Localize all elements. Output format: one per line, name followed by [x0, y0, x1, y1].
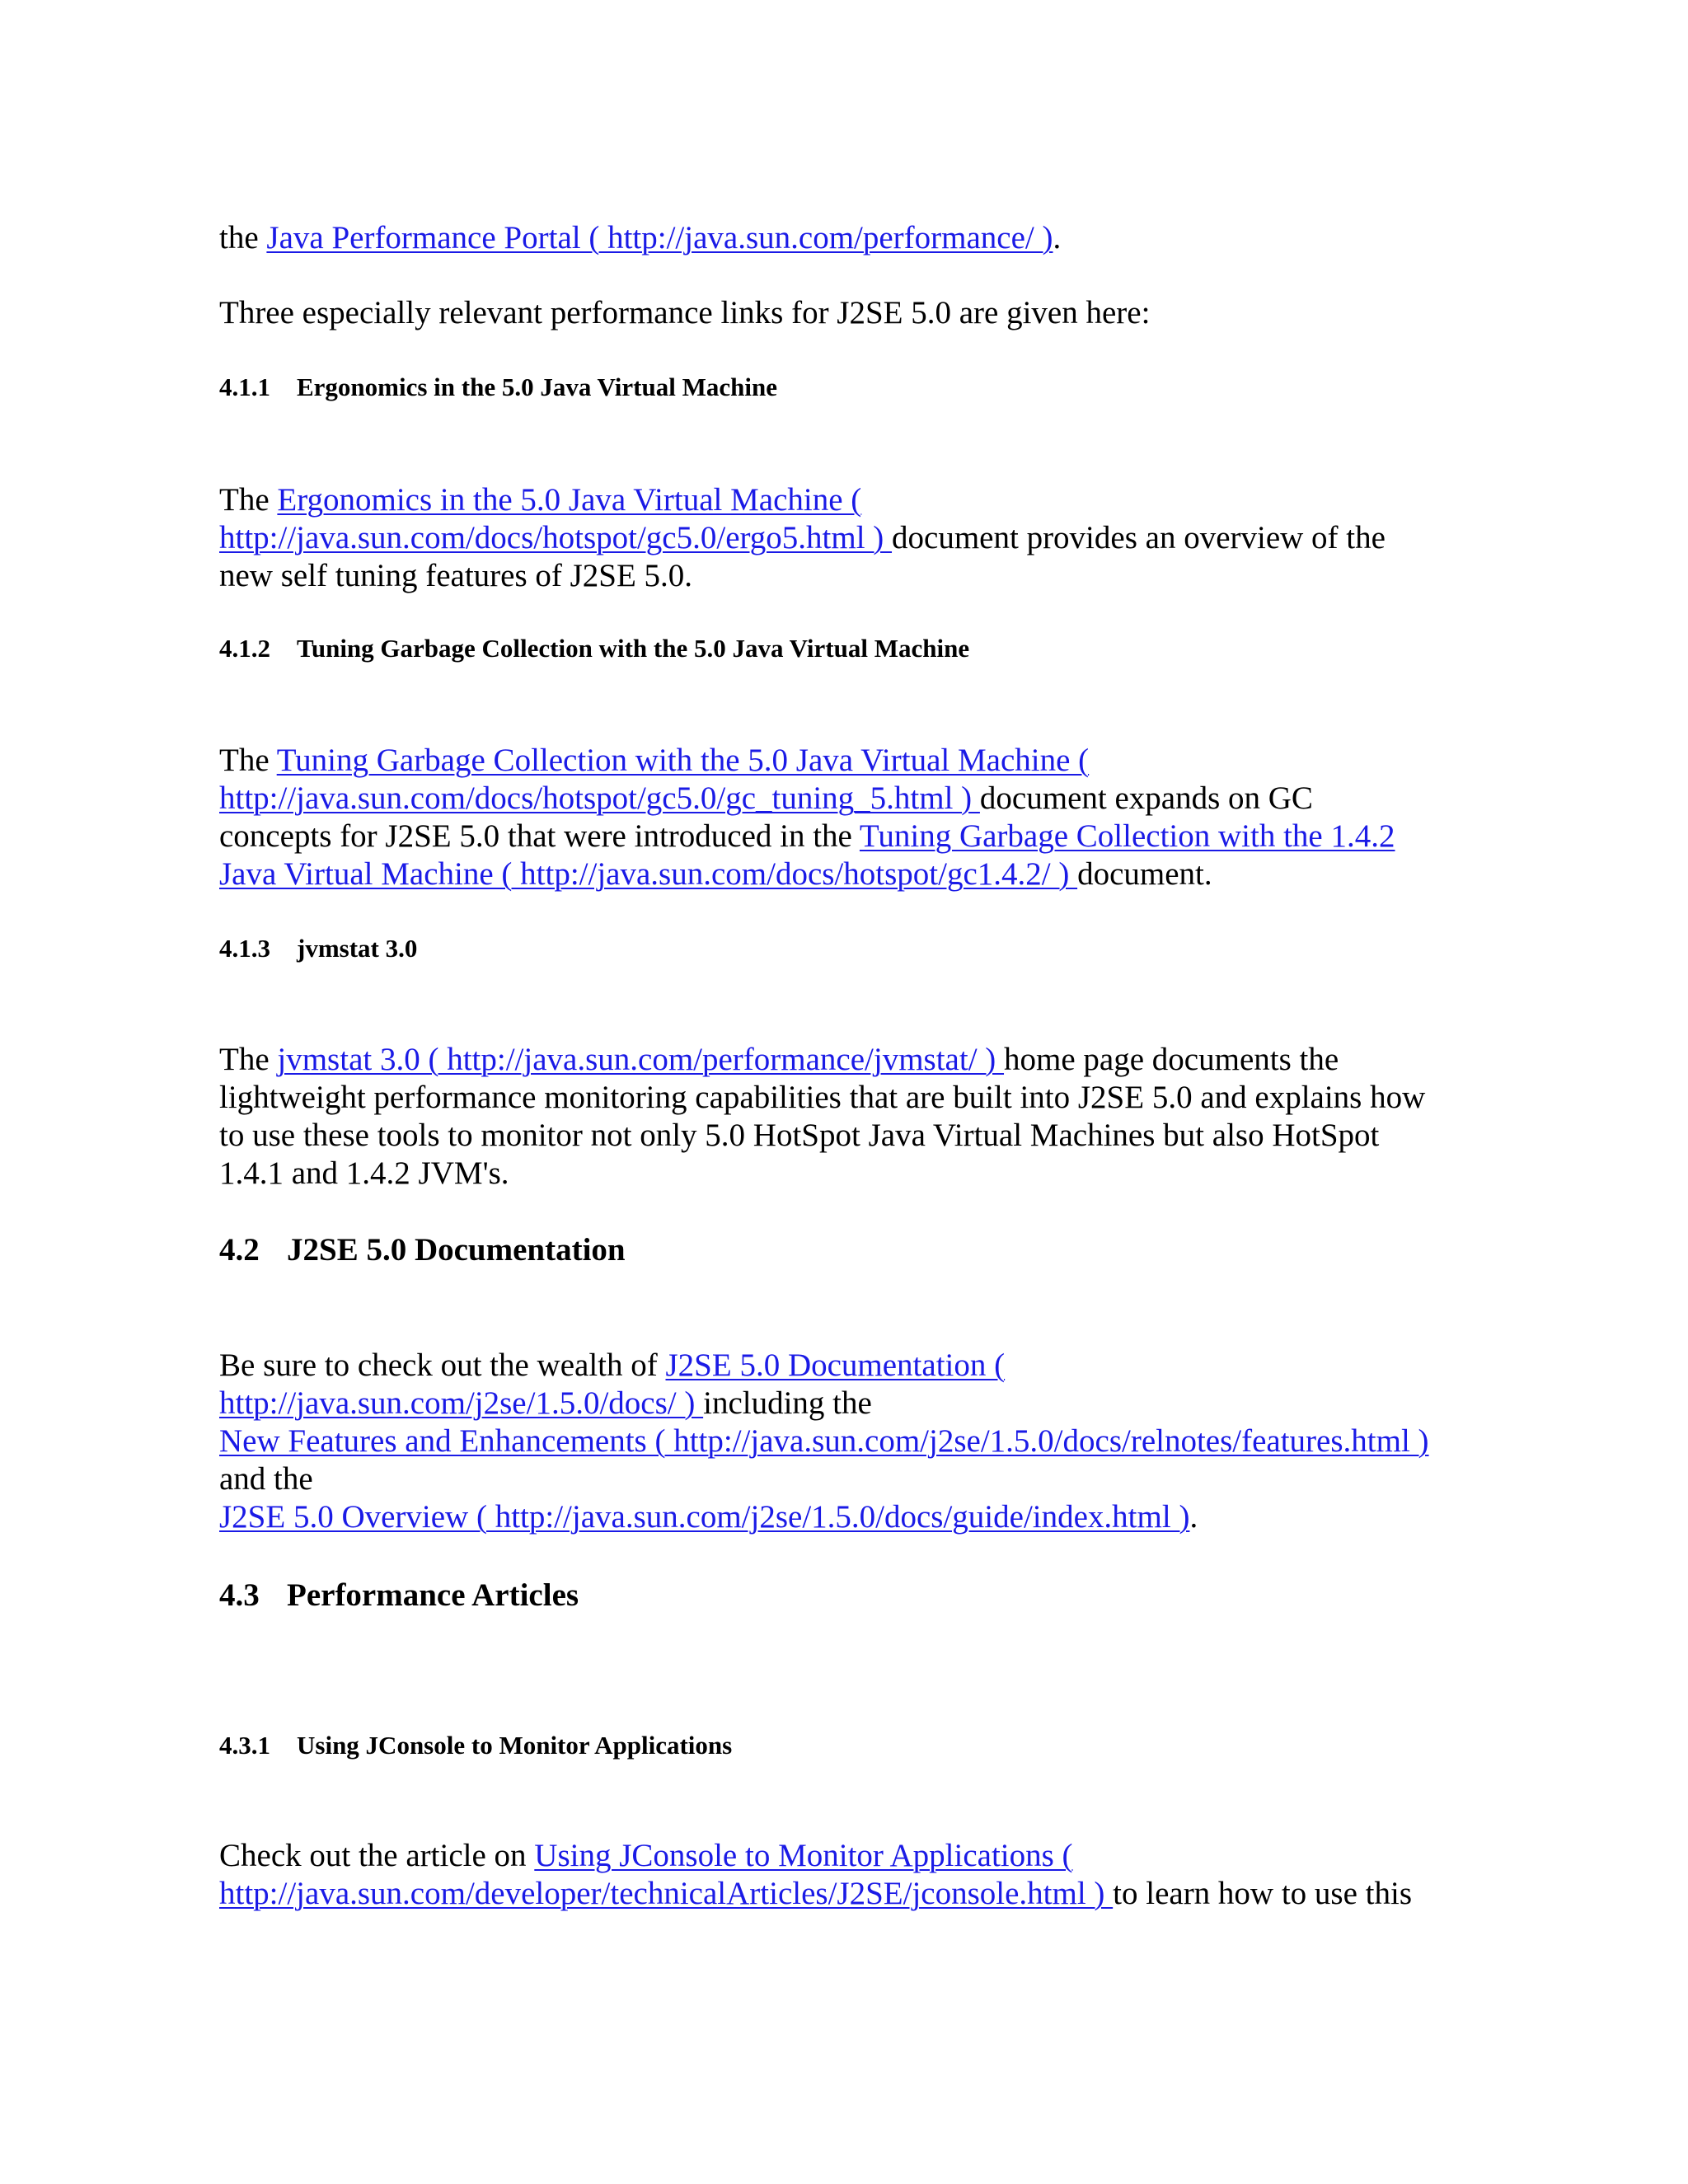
java-performance-portal-link[interactable]: Java Performance Portal ( http://java.sun.com/performance/ )	[266, 220, 1053, 255]
intro-suffix: .	[1053, 220, 1062, 255]
text: to learn how to use this	[1113, 1876, 1413, 1911]
heading-4-1-2	[219, 634, 969, 663]
section-title: jvmstat 3.0	[297, 934, 418, 963]
tuning-gc-5-link-url[interactable]: http://java.sun.com/docs/hotspot/gc5.0/gc_tuning_5.html )	[219, 780, 980, 816]
tuning-gc-142-link[interactable]: Tuning Garbage Collection with the 1.4.2	[859, 818, 1395, 854]
paragraph-4-1-3-line-2: lightweight performance monitoring capabilities that are built into J2SE 5.0 and explains how	[219, 1080, 1426, 1115]
paragraph-4-3-1-line-2	[219, 1875, 1412, 1913]
section-title: Using JConsole to Monitor Applications	[297, 1731, 733, 1760]
text: The	[219, 482, 278, 518]
paragraph-4-2-line-4: and the	[219, 1461, 313, 1497]
heading-4-2	[219, 1231, 626, 1269]
jvmstat-link[interactable]: jvmstat 3.0 ( http://java.sun.com/performance/jvmstat/ )	[277, 1042, 1005, 1077]
jconsole-article-link[interactable]: Using JConsole to Monitor Applications (	[534, 1838, 1073, 1873]
intro-prefix: the	[219, 220, 267, 255]
section-number: 4.3.1	[219, 1731, 270, 1760]
paragraph-4-1-1-line-3: new self tuning features of J2SE 5.0.	[219, 558, 693, 593]
text: document expands on GC	[979, 780, 1313, 816]
ergonomics-link[interactable]: Ergonomics in the 5.0 Java Virtual Machine (	[277, 482, 862, 518]
paragraph-4-1-3-line-1	[219, 1041, 1339, 1079]
heading-4-1-3	[219, 934, 417, 963]
j2se-overview-link[interactable]: J2SE 5.0 Overview ( http://java.sun.com/j2se/1.5.0/docs/guide/index.html )	[219, 1499, 1190, 1535]
text: The	[219, 743, 277, 778]
section-number: 4.1.1	[219, 373, 270, 401]
paragraph-4-2-line-3	[219, 1422, 1429, 1460]
paragraph-4-3-1-line-1	[219, 1837, 1073, 1875]
j2se-documentation-link[interactable]: J2SE 5.0 Documentation (	[665, 1347, 1006, 1383]
paragraph-4-1-2-line-2	[219, 780, 1313, 818]
section-number: 4.1.3	[219, 934, 270, 963]
heading-4-1-1	[219, 373, 777, 402]
intro-line-2: Three especially relevant performance links for J2SE 5.0 are given here:	[219, 295, 1151, 330]
paragraph-4-2-line-5	[219, 1498, 1198, 1536]
j2se-documentation-link-url[interactable]: http://java.sun.com/j2se/1.5.0/docs/ )	[219, 1385, 704, 1421]
paragraph-4-1-2-line-4	[219, 855, 1212, 893]
section-title: Performance Articles	[287, 1577, 579, 1613]
heading-4-3	[219, 1577, 579, 1615]
section-title: Tuning Garbage Collection with the 5.0 Java Virtual Machine	[297, 634, 970, 663]
text: document provides an overview of the	[892, 520, 1386, 555]
text: home page documents the	[1004, 1042, 1339, 1077]
paragraph-4-1-1-line-2	[219, 519, 1386, 557]
paragraph-4-2-line-1	[219, 1347, 1005, 1385]
paragraph-4-1-3-line-4: 1.4.1 and 1.4.2 JVM's.	[219, 1155, 509, 1191]
text: document.	[1077, 856, 1212, 892]
paragraph-4-1-2-line-3	[219, 818, 1395, 855]
section-number: 4.3	[219, 1577, 260, 1613]
paragraph-4-2-line-2	[219, 1385, 872, 1422]
text: including the	[703, 1385, 872, 1421]
text: Be sure to check out the wealth of	[219, 1347, 666, 1383]
text: concepts for J2SE 5.0 that were introduced in the	[219, 818, 860, 854]
jconsole-article-link-url[interactable]: http://java.sun.com/developer/technicalArticles/J2SE/jconsole.html )	[219, 1876, 1114, 1911]
text: Check out the article on	[219, 1838, 535, 1873]
paragraph-4-1-3-line-3: to use these tools to monitor not only 5.0 HotSpot Java Virtual Machines but also HotSpot	[219, 1118, 1380, 1153]
text: .	[1189, 1499, 1198, 1535]
paragraph-4-1-1-line-1	[219, 481, 861, 519]
tuning-gc-5-link[interactable]: Tuning Garbage Collection with the 5.0 Java Virtual Machine (	[276, 743, 1090, 778]
tuning-gc-142-link-url[interactable]: Java Virtual Machine ( http://java.sun.com/docs/hotspot/gc1.4.2/ )	[219, 856, 1078, 892]
text: The	[219, 1042, 278, 1077]
section-title: J2SE 5.0 Documentation	[287, 1232, 626, 1268]
new-features-link[interactable]: New Features and Enhancements ( http://java.sun.com/j2se/1.5.0/docs/relnotes/features.html )	[219, 1423, 1429, 1459]
intro-line-1	[219, 219, 1061, 257]
section-number: 4.2	[219, 1232, 260, 1268]
heading-4-3-1	[219, 1731, 732, 1760]
section-title: Ergonomics in the 5.0 Java Virtual Machine	[297, 373, 777, 401]
paragraph-4-1-2-line-1	[219, 742, 1089, 780]
ergonomics-link-url[interactable]: http://java.sun.com/docs/hotspot/gc5.0/ergo5.html )	[219, 520, 893, 555]
section-number: 4.1.2	[219, 634, 270, 663]
